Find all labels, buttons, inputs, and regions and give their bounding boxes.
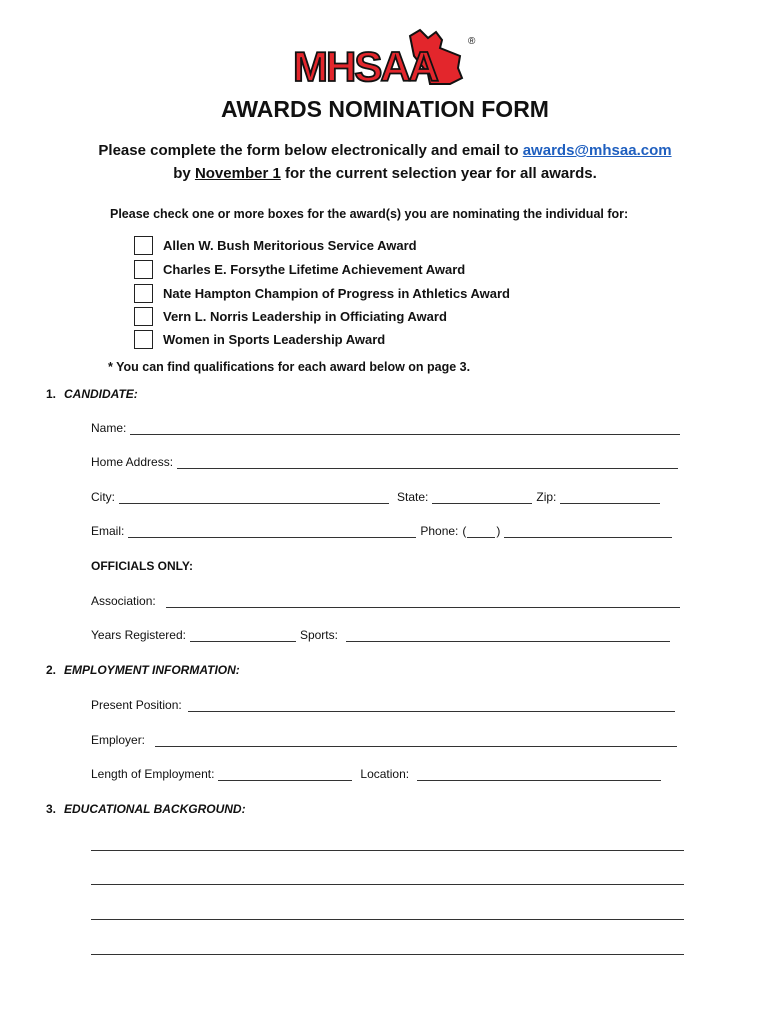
award-checkbox[interactable] (134, 236, 153, 255)
award-label: Nate Hampton Champion of Progress in Athletics Award (163, 285, 510, 301)
association-input[interactable] (166, 595, 680, 608)
length-location-row (91, 767, 665, 781)
education-line[interactable] (91, 850, 684, 851)
city-state-zip-row (91, 490, 664, 504)
employer-input[interactable] (155, 734, 677, 747)
intro-by: by (173, 165, 195, 182)
paren-close: ) (496, 524, 501, 538)
email-phone-row (91, 524, 676, 538)
award-checkbox[interactable] (134, 260, 153, 279)
award-label: Women in Sports Leadership Award (163, 331, 386, 347)
email-input[interactable] (128, 525, 416, 538)
intro-text: Please complete the form below electronically and email to (98, 142, 523, 159)
deadline-date: November 1 (194, 165, 281, 182)
employer-label: Employer: (91, 733, 146, 747)
city-input[interactable] (119, 491, 389, 504)
length-of-employment-input[interactable] (218, 768, 352, 781)
award-label: Charles E. Forsythe Lifetime Achievement Award (163, 261, 466, 277)
award-option[interactable] (134, 234, 417, 256)
years-registered-label: Years Registered: (91, 628, 186, 642)
name-input[interactable] (130, 422, 680, 435)
present-position-label: Present Position: (91, 698, 182, 712)
section-title: EDUCATIONAL BACKGROUND: (64, 802, 246, 816)
employer-field (91, 733, 681, 747)
present-position-field (91, 698, 679, 712)
state-label: State: (397, 490, 429, 504)
present-position-input[interactable] (188, 699, 675, 712)
association-label: Association: (91, 594, 156, 608)
registered-mark: ® (468, 36, 476, 47)
zip-input[interactable] (560, 491, 660, 504)
years-registered-input[interactable] (190, 629, 296, 642)
form-title: AWARDS NOMINATION FORM (221, 96, 549, 122)
section-title: CANDIDATE: (64, 387, 138, 401)
intro-line-2 (0, 165, 770, 182)
award-option[interactable] (134, 328, 385, 350)
section-education (46, 802, 246, 816)
intro-suffix: for the current selection year for all awards. (280, 165, 597, 182)
location-label: Location: (360, 767, 410, 781)
email-link[interactable]: awards@mhsaa.com (522, 142, 672, 159)
checklist-title: Please check one or more boxes for the award(s) you are nominating the individual for: (110, 207, 629, 221)
phone-input[interactable] (504, 525, 672, 538)
section-title: EMPLOYMENT INFORMATION: (64, 663, 240, 677)
education-line[interactable] (91, 954, 684, 955)
section-employment (46, 663, 240, 677)
home-address-input[interactable] (177, 456, 678, 469)
home-address-field (91, 455, 682, 469)
mhsaa-logo (290, 26, 480, 88)
section-number: 2. (46, 663, 57, 677)
name-label: Name: (91, 421, 127, 435)
education-line[interactable] (91, 884, 684, 885)
name-field (91, 421, 684, 435)
length-of-employment-label: Length of Employment: (91, 767, 215, 781)
section-number: 3. (46, 802, 57, 816)
award-option[interactable] (134, 305, 447, 327)
intro-line-1 (0, 142, 770, 159)
sports-input[interactable] (346, 629, 670, 642)
officials-only-heading: OFFICIALS ONLY: (91, 559, 193, 573)
years-sports-row (91, 628, 674, 642)
award-label: Vern L. Norris Leadership in Officiating Award (163, 308, 447, 324)
phone-area-code[interactable] (462, 524, 500, 538)
sports-label: Sports: (299, 628, 338, 642)
association-field (91, 594, 684, 608)
section-candidate (46, 387, 138, 401)
section-number: 1. (46, 387, 57, 401)
location-input[interactable] (417, 768, 661, 781)
award-checkbox[interactable] (134, 307, 153, 326)
city-label: City: (91, 490, 115, 504)
qualifications-note: * You can find qualifications for each award below on page 3. (108, 360, 471, 374)
award-option[interactable] (134, 282, 510, 304)
education-line[interactable] (91, 919, 684, 920)
logo-text: MHSAA (293, 43, 437, 88)
paren-open: ( (462, 524, 467, 538)
phone-label: Phone: (420, 524, 459, 538)
email-label: Email: (91, 524, 125, 538)
award-checkbox[interactable] (134, 284, 153, 303)
zip-label: Zip: (536, 490, 557, 504)
area-code-input[interactable] (467, 525, 495, 538)
award-label: Allen W. Bush Meritorious Service Award (163, 237, 417, 253)
home-address-label: Home Address: (91, 455, 174, 469)
award-checkbox[interactable] (134, 330, 153, 349)
state-input[interactable] (432, 491, 532, 504)
award-option[interactable] (134, 258, 465, 280)
